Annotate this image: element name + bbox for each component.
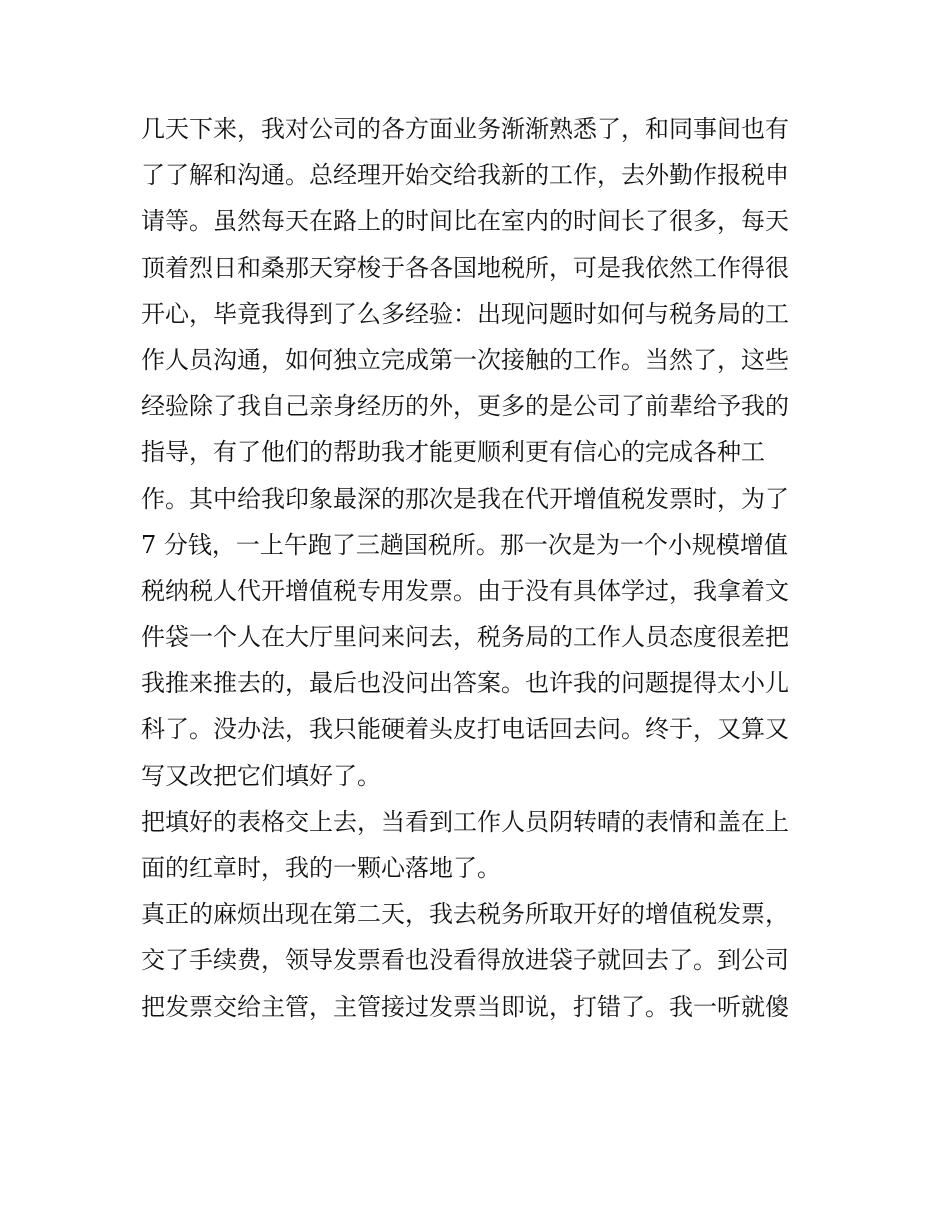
text-line: 交了手续费，领导发票看也没看得放进袋子就回去了。到公司 (141, 946, 789, 975)
text-line: 开心，毕竟我得到了么多经验：出现问题时如何与税务局的工 (141, 299, 789, 328)
text-line: 了了解和沟通。总经理开始交给我新的工作，去外勤作报税申 (141, 161, 789, 190)
text-line: 把填好的表格交上去，当看到工作人员阴转晴的表情和盖在上 (141, 807, 789, 836)
text-line: 件袋一个人在大厅里问来问去，税务局的工作人员态度很差把 (141, 623, 789, 652)
text-line: 税纳税人代开增值税专用发票。由于没有具体学过，我拿着文 (141, 576, 789, 605)
text-line: 面的红章时，我的一颗心落地了。 (141, 854, 501, 882)
text-line: 作。其中给我印象最深的那次是我在代开增值税发票时，为了 (141, 484, 789, 513)
text-line: 几天下来，我对公司的各方面业务渐渐熟悉了，和同事间也有 (141, 115, 789, 143)
text-line: 经验除了我自己亲身经历的外，更多的是公司了前辈给予我的 (141, 392, 789, 421)
text-line: 指导，有了他们的帮助我才能更顺利更有信心的完成各种工 (141, 438, 765, 467)
text-line: 7 分钱，一上午跑了三趟国税所。那一次是为一个小规模增值 (141, 530, 788, 559)
text-line: 请等。虽然每天在路上的时间比在室内的时间长了很多，每天 (141, 207, 789, 236)
text-line: 真正的麻烦出现在第二天，我去税务所取开好的增值税发票， (141, 900, 789, 929)
text-line: 科了。没办法，我只能硬着头皮打电话回去问。终于，又算又 (141, 715, 789, 744)
text-line: 写又改把它们填好了。 (141, 761, 381, 790)
body-text (141, 106, 821, 1030)
text-line: 作人员沟通，如何独立完成第一次接触的工作。当然了，这些 (141, 345, 789, 374)
text-line: 顶着烈日和桑那天穿梭于各各国地税所，可是我依然工作得很 (141, 253, 789, 282)
text-line: 我推来推去的，最后也没问出答案。也许我的问题提得太小儿 (141, 669, 789, 698)
text-line: 把发票交给主管，主管接过发票当即说，打错了。我一听就傻 (141, 992, 789, 1021)
